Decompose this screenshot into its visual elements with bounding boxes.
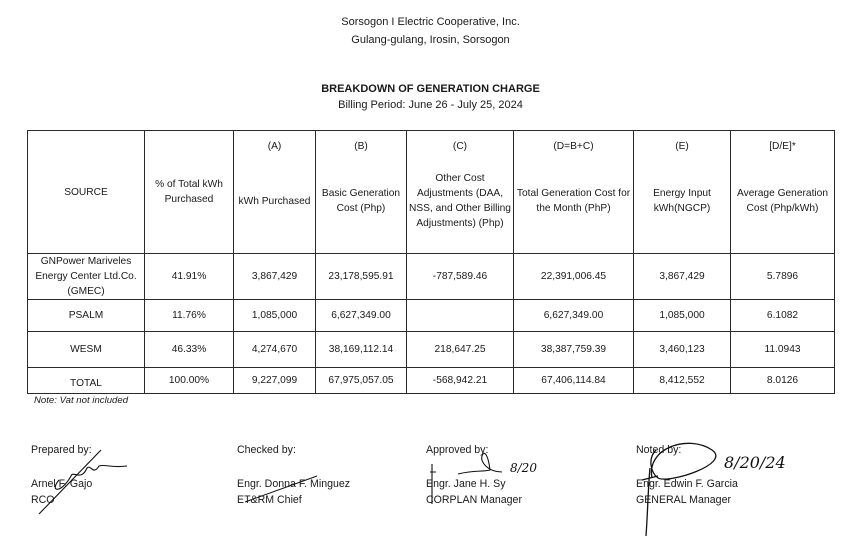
table-header-row <box>28 131 835 254</box>
cell-energy-input: 1,085,000 <box>634 300 731 332</box>
billing-period: Billing Period: June 26 - July 25, 2024 <box>338 99 523 111</box>
cell-total: 6,627,349.00 <box>514 300 634 332</box>
cell-kwh: 4,274,670 <box>234 332 316 368</box>
cell-total-label: TOTAL <box>28 368 145 394</box>
cell-pct: 11.76% <box>145 300 234 332</box>
vat-note: Note: Vat not included <box>34 395 129 406</box>
signatory-checked <box>237 442 350 508</box>
signatory-title: RCO <box>31 494 55 506</box>
total-row <box>28 368 835 394</box>
svg-text:8/20: 8/20 <box>510 461 537 475</box>
cell-total: 38,387,759.39 <box>514 332 634 368</box>
signatory-title: GENERAL Manager <box>636 494 731 506</box>
organization-name: Sorsogon I Electric Cooperative, Inc. <box>341 16 520 28</box>
col-header-kwh: (A) kWh Purchased <box>234 131 316 254</box>
cell-pct: 46.33% <box>145 332 234 368</box>
organization-address: Gulang-gulang, Irosin, Sorsogon <box>351 34 510 46</box>
col-header-avg: [D/E]* Average Generation Cost (Php/kWh) <box>731 131 835 254</box>
cell-pct: 100.00% <box>145 368 234 394</box>
cell-kwh: 3,867,429 <box>234 254 316 300</box>
cell-total: 67,406,114.84 <box>514 368 634 394</box>
signatory-name: Engr. Edwin F. Garcia <box>636 478 738 490</box>
cell-avg: 5.7896 <box>731 254 835 300</box>
signatory-label: Prepared by: <box>31 444 92 456</box>
generation-charge-table <box>27 130 835 394</box>
col-header-source: SOURCE <box>28 131 145 254</box>
signatory-approved <box>426 442 537 508</box>
signatory-label: Noted by: <box>636 444 682 456</box>
cell-source: GNPower Mariveles Energy Center Ltd.Co. (GMEC) <box>28 254 145 300</box>
document-title: BREAKDOWN OF GENERATION CHARGE <box>321 83 540 95</box>
cell-other: -568,942.21 <box>407 368 514 394</box>
col-header-other: (C) Other Cost Adjustments (DAA, NSS, and Other Billing Adjustments) (Php) <box>407 131 514 254</box>
svg-text:8/20/24: 8/20/24 <box>724 453 786 472</box>
cell-pct: 41.91% <box>145 254 234 300</box>
cell-avg: 11.0943 <box>731 332 835 368</box>
signatory-prepared <box>31 442 92 508</box>
cell-kwh: 9,227,099 <box>234 368 316 394</box>
cell-basic: 23,178,595.91 <box>316 254 407 300</box>
cell-avg: 6.1082 <box>731 300 835 332</box>
cell-energy-input: 3,460,123 <box>634 332 731 368</box>
cell-avg: 8.0126 <box>731 368 835 394</box>
cell-source: WESM <box>28 332 145 368</box>
cell-basic: 6,627,349.00 <box>316 300 407 332</box>
cell-energy-input: 3,867,429 <box>634 254 731 300</box>
table-row <box>28 254 835 300</box>
cell-basic: 38,169,112.14 <box>316 332 407 368</box>
table-row <box>28 300 835 332</box>
signatory-label: Approved by: <box>426 444 489 456</box>
signatory-title: CORPLAN Manager <box>426 494 522 506</box>
cell-total: 22,391,006.45 <box>514 254 634 300</box>
cell-other <box>407 300 514 332</box>
signatory-name: Arnel F. Gajo <box>31 478 93 490</box>
cell-basic: 67,975,057.05 <box>316 368 407 394</box>
signatory-title: ET&RM Chief <box>237 494 302 506</box>
signatory-noted <box>636 442 786 508</box>
col-header-total: (D=B+C) Total Generation Cost for the Month (PhP) <box>514 131 634 254</box>
signatory-label: Checked by: <box>237 444 296 456</box>
col-header-pct: % of Total kWh Purchased <box>145 131 234 254</box>
col-header-basic: (B) Basic Generation Cost (Php) <box>316 131 407 254</box>
col-header-energy-input: (E) Energy Input kWh(NGCP) <box>634 131 731 254</box>
cell-kwh: 1,085,000 <box>234 300 316 332</box>
table-row <box>28 332 835 368</box>
signatory-name: Engr. Donna F. Minguez <box>237 478 351 490</box>
cell-source: PSALM <box>28 300 145 332</box>
cell-other: -787,589.46 <box>407 254 514 300</box>
signatory-name: Engr. Jane H. Sy <box>426 478 506 490</box>
cell-other: 218,647.25 <box>407 332 514 368</box>
cell-energy-input: 8,412,552 <box>634 368 731 394</box>
